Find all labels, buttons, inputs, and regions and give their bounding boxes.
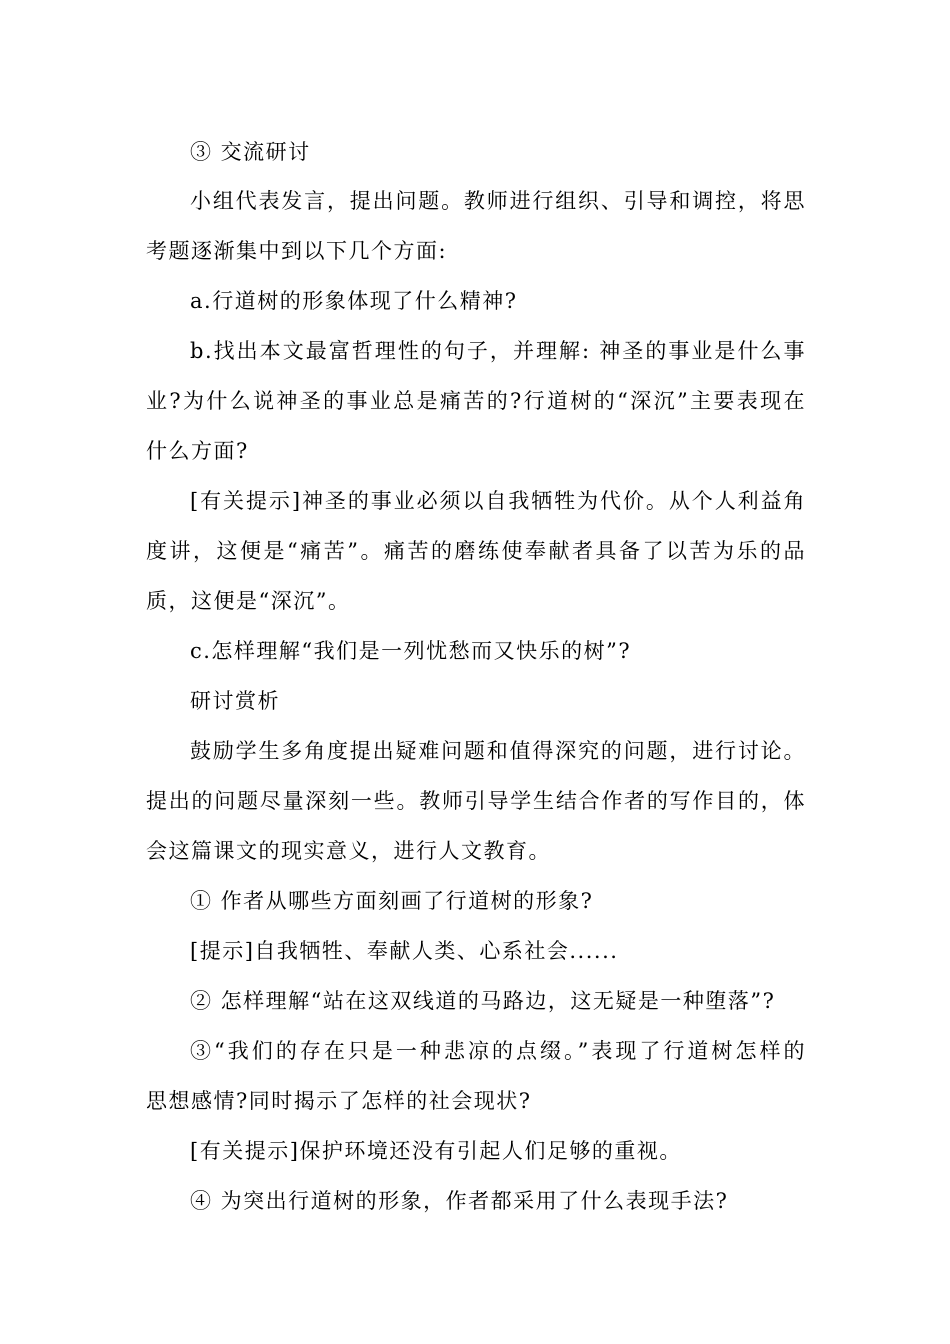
paragraph-line: 业?为什么说神圣的事业总是痛苦的?行道树的“深沉”主要表现在 (146, 389, 806, 413)
paragraph-line: 鼓励学生多角度提出疑难问题和值得深究的问题，进行讨论。 (190, 739, 806, 763)
paragraph-line: 提出的问题尽量深刻一些。教师引导学生结合作者的写作目的，体 (146, 789, 806, 813)
question-4: ④ 为突出行道树的形象，作者都采用了什么表现手法? (190, 1189, 729, 1213)
paragraph-line: 思想感情?同时揭示了怎样的社会现状? (146, 1089, 532, 1113)
question-1: ① 作者从哪些方面刻画了行道树的形象? (190, 889, 594, 913)
hint-line: [提示]自我牺牲、奉献人类、心系社会...... (190, 939, 619, 963)
question-b: b.找出本文最富哲理性的句子，并理解: 神圣的事业是什么事 (190, 339, 806, 363)
paragraph-line: 考题逐渐集中到以下几个方面: (146, 239, 448, 263)
hint-line: [有关提示]保护环境还没有引起人们足够的重视。 (190, 1139, 682, 1163)
paragraph-line: 什么方面? (146, 439, 249, 463)
question-c: c.怎样理解“我们是一列忧愁而又快乐的树”? (190, 639, 632, 663)
hint-paragraph: [有关提示]神圣的事业必须以自我牺牲为代价。从个人利益角 (190, 489, 806, 513)
paragraph-line: 度讲，这便是“痛苦”。痛苦的磨练使奉献者具备了以苦为乐的品 (146, 539, 806, 563)
paragraph-line: 小组代表发言，提出问题。教师进行组织、引导和调控，将思 (190, 189, 806, 213)
section-heading-appreciation: 研讨赏析 (190, 689, 280, 713)
question-3: ③“我们的存在只是一种悲凉的点缀。”表现了行道树怎样的 (190, 1039, 806, 1063)
paragraph-line: 会这篇课文的现实意义，进行人文教育。 (146, 839, 551, 863)
question-2: ② 怎样理解“站在这双线道的马路边，这无疑是一种堕落”? (190, 989, 776, 1013)
question-a: a.行道树的形象体现了什么精神? (190, 289, 518, 313)
section-heading-discussion: ③ 交流研讨 (190, 140, 311, 164)
paragraph-line: 质，这便是“深沉”。 (146, 589, 351, 613)
